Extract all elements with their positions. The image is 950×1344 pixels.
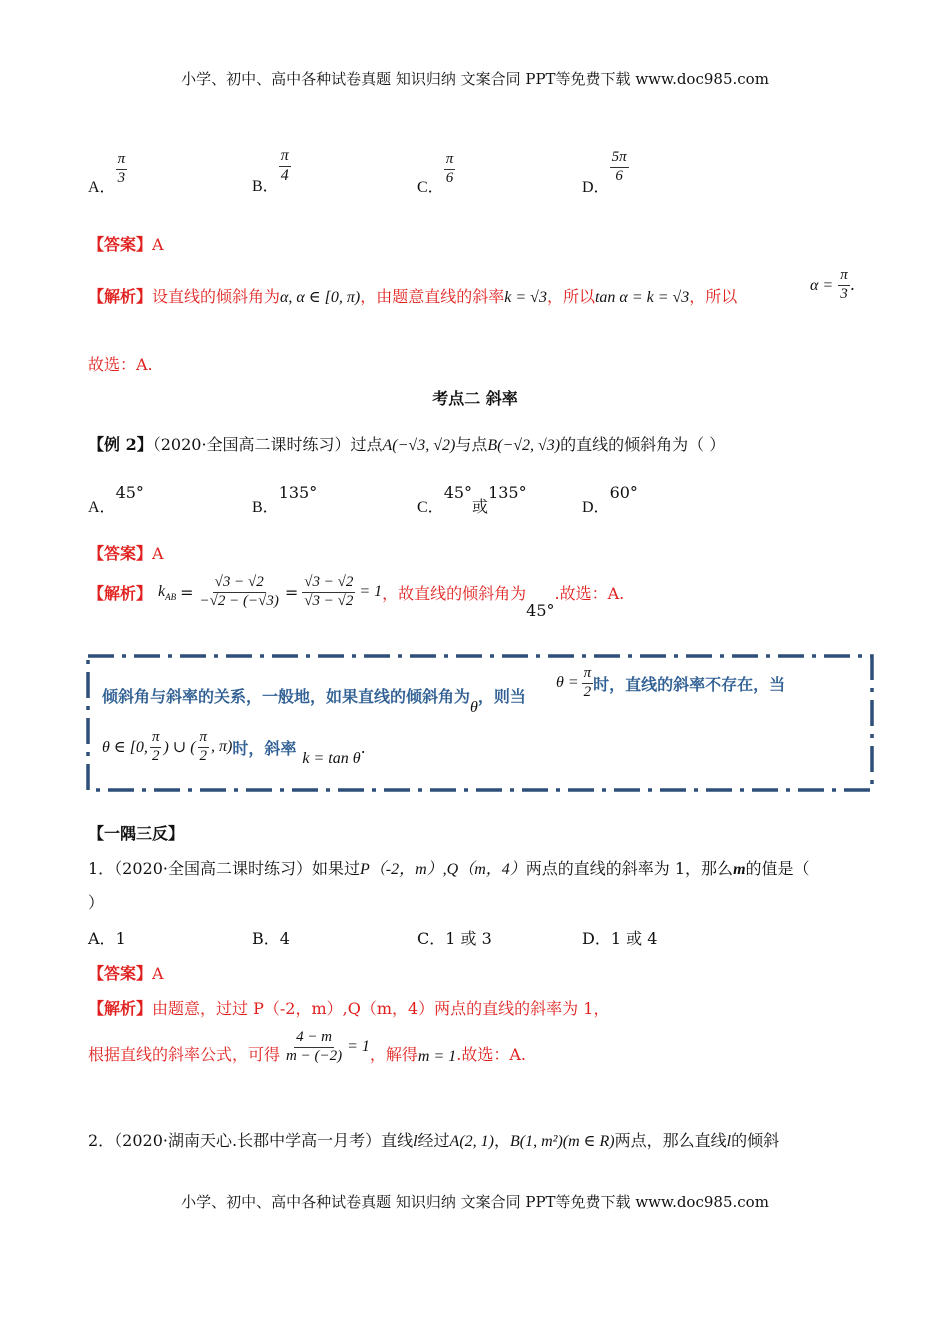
analysis-text: ，解得	[369, 1044, 418, 1064]
practice-title: 【一隅三反】	[88, 824, 185, 843]
option-label: D．	[582, 499, 610, 516]
math-expr: θ =	[556, 674, 579, 692]
analysis-text: 由题意，过过 P（-2，m）,Q（m，4）两点的直线的斜率为 1，	[152, 999, 610, 1018]
fraction: $\frac{√3 - √2}{√3 - √2}$	[304, 574, 354, 609]
period: .	[360, 737, 366, 757]
answer-line	[88, 232, 164, 255]
fraction: $\frac{√3 - √2}{-√2 - (-√3)}$	[199, 574, 279, 609]
analysis-text: 根据直线的斜率公式，可得	[88, 1044, 281, 1064]
point-a: A(−√3, √2)	[382, 437, 456, 454]
option-label: B．	[252, 499, 279, 516]
math-expr: m = 1	[417, 1048, 457, 1066]
option-label: C．	[417, 178, 444, 196]
option-label: C．	[417, 929, 446, 948]
question-text: 与点	[455, 435, 488, 454]
math-expr: = 1	[347, 1038, 370, 1056]
page-header: 小学、初中、高中各种试卷真题 知识归纳 文案合同 PPT等免费下载 www.doc985.com	[181, 70, 769, 88]
ex2-option-c	[417, 480, 527, 516]
math-expr: P（-2，m）,Q（m，4）	[360, 861, 526, 878]
analysis-line	[88, 284, 737, 307]
option-label: D．	[582, 929, 611, 948]
option-value: 135°	[278, 483, 318, 502]
question-text: 2．（2020·湖南天心.长郡中学高一月考）直线	[88, 1131, 414, 1150]
note-line-1	[102, 684, 526, 716]
equals: =	[180, 582, 194, 602]
math-expr: k = √3	[504, 289, 547, 306]
math-expr: α =	[810, 276, 834, 294]
question-text: （2020·全国高二课时练习）过点	[152, 435, 383, 454]
note-condition	[556, 666, 785, 701]
question-text: 1．（2020·全国高二课时练习）如果过	[88, 859, 360, 878]
note-text: 时，斜率	[232, 738, 297, 758]
option-value: 60°	[609, 483, 638, 502]
question-text: 经过	[417, 1131, 450, 1150]
question-text: 两点，那么直线	[614, 1131, 727, 1150]
period: .	[849, 274, 855, 294]
ex2-option-a	[88, 480, 144, 516]
equals: =	[284, 582, 299, 602]
option-label: A．	[88, 929, 116, 948]
practice-q2	[88, 1128, 779, 1151]
analysis-tag: 【解析】	[88, 999, 153, 1018]
answer-tag: 【答案】	[88, 235, 153, 254]
analysis-text: ，故直线的倾斜角为	[382, 583, 527, 603]
option-d	[582, 149, 629, 196]
practice-q1	[88, 856, 810, 879]
k-subscript: AB	[165, 591, 177, 602]
answer-value: A	[152, 235, 164, 254]
fraction: $\frac{\pi}{6}$	[445, 151, 454, 186]
choose-text: .故选：A.	[554, 583, 625, 603]
fraction: $\frac{4 - m}{m - (-2)}$	[286, 1029, 343, 1064]
option-label: D．	[582, 178, 610, 196]
angle-value: 45°	[526, 600, 555, 620]
note-text: ，则当	[477, 687, 526, 706]
option-value: 45°	[115, 483, 144, 502]
analysis-text: ，所以	[689, 287, 738, 306]
fraction: $\frac{\pi}{3}$	[117, 151, 126, 186]
math-expr: tan α = k = √3	[594, 289, 690, 306]
math-expr: A(2, 1)	[449, 1133, 494, 1150]
option-label: B．	[252, 177, 279, 195]
note-text: 倾斜角与斜率的关系，一般地，如果直线的倾斜角为	[102, 687, 471, 706]
answer-value: A	[152, 964, 164, 983]
math-var: l	[413, 1133, 418, 1150]
math-expr: k = tan θ	[302, 750, 361, 768]
pq1-option-d	[582, 926, 657, 949]
question-text: 的直线的倾斜角为（ ）	[560, 435, 726, 454]
comma: ，	[493, 1131, 510, 1150]
ex2-option-d	[582, 480, 638, 516]
fraction: $\frac{\pi}{2}$	[151, 729, 160, 764]
theta: θ	[470, 699, 478, 716]
math-expr: θ ∈ [0,	[102, 739, 148, 757]
ex2-answer-line	[88, 541, 164, 564]
example-2-question	[88, 432, 725, 455]
kab	[158, 583, 176, 602]
option-label: C．	[417, 499, 444, 516]
question-text: 的值是（	[745, 859, 810, 878]
analysis-tag: 【解析】	[88, 583, 153, 603]
option-a	[88, 151, 127, 196]
pq1-option-b	[252, 926, 290, 949]
ex2-option-b	[252, 480, 318, 516]
option-or: 或	[472, 497, 489, 516]
note-text: 时，直线的斜率不存在，当	[593, 674, 786, 694]
question-text: 两点的直线的斜率为 1，那么	[525, 859, 734, 878]
fraction: $\frac{\pi}{3}$	[840, 267, 848, 302]
option-value: 1	[115, 929, 126, 948]
analysis-text: ，所以	[546, 287, 595, 306]
math-var: l	[726, 1133, 732, 1150]
answer-tag: 【答案】	[88, 544, 153, 563]
fraction: $\frac{\pi}{2}$	[199, 729, 208, 764]
math-expr: B(1, m²)(m ∈ R)	[510, 1133, 615, 1150]
pq1-option-a	[88, 926, 126, 949]
option-value: 1 或 4	[610, 929, 658, 948]
note-line-2	[102, 729, 366, 768]
option-label: B．	[252, 929, 280, 948]
pq1-analysis-2	[88, 1030, 526, 1065]
pq1-option-c	[417, 926, 492, 949]
option-label: A．	[88, 499, 116, 516]
page-footer: 小学、初中、高中各种试卷真题 知识归纳 文案合同 PPT等免费下载 www.doc985.com	[181, 1193, 769, 1211]
fraction: $\frac{\pi}{4}$	[280, 147, 289, 184]
option-label: A．	[88, 178, 116, 196]
answer-tag: 【答案】	[88, 964, 153, 983]
alpha-result	[810, 268, 855, 303]
option-value: 135°	[488, 483, 527, 502]
math-expr: ) ∪ (	[163, 739, 196, 757]
analysis-text: 设直线的倾斜角为	[152, 287, 281, 306]
choose-text: .故选：A.	[456, 1044, 526, 1064]
analysis-tag: 【解析】	[88, 287, 153, 306]
option-b	[252, 147, 291, 195]
point-b: B(−√2, √3)	[487, 437, 561, 454]
math-expr: α, α ∈ [0, π)	[280, 289, 361, 306]
pq1-analysis-1	[88, 996, 609, 1019]
fraction: $\frac{\pi}{2}$	[583, 665, 592, 700]
analysis-text: ，由题意直线的斜率	[360, 287, 505, 306]
math-expr: , π)	[211, 738, 233, 756]
ex2-analysis	[88, 574, 625, 620]
answer-value: A	[152, 544, 164, 563]
k-symbol: k	[158, 582, 166, 600]
option-value: 1 或 3	[445, 929, 492, 948]
pq1-answer-line	[88, 961, 164, 984]
choose-line: 故选：A.	[88, 355, 153, 374]
example-tag: 【例 2】	[88, 435, 153, 454]
math-var: m	[733, 861, 746, 878]
option-c	[417, 151, 455, 196]
question-text: 的倾斜	[731, 1131, 780, 1150]
math-expr: = 1	[359, 583, 383, 601]
practice-q1-close: ）	[88, 893, 105, 912]
option-value: 45°	[443, 483, 473, 502]
section-title: 考点二 斜率	[432, 389, 518, 408]
option-value: 4	[279, 929, 290, 948]
fraction: $\frac{5\pi}{6}$	[611, 149, 627, 184]
